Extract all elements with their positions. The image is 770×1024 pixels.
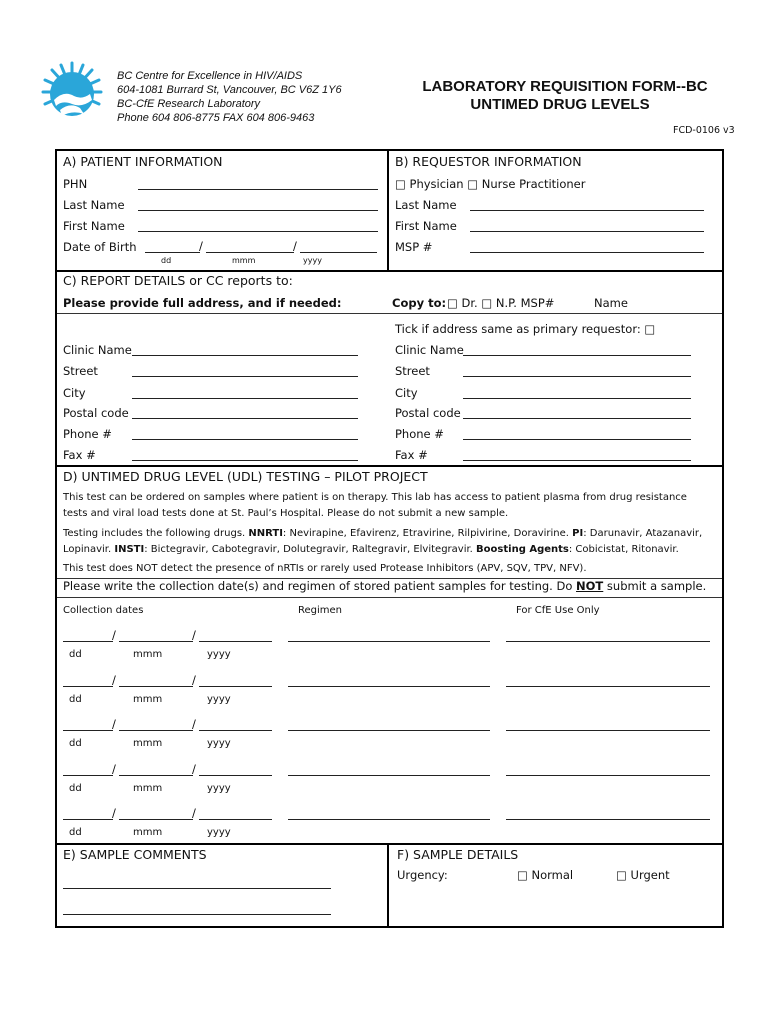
- date-slash: /: [112, 628, 116, 642]
- street-field[interactable]: [132, 376, 358, 377]
- section-e-heading: E) SAMPLE COMMENTS: [63, 847, 207, 862]
- cfe-use-field: [506, 686, 710, 687]
- requestor-first-name-label: First Name: [395, 219, 457, 233]
- udl-description-line1: This test can be ordered on samples where patient is on therapy. This lab has access to patient plasma from drug resistance: [63, 492, 687, 503]
- copy-to-label: Copy to:: [392, 296, 447, 310]
- urgency-urgent-checkbox[interactable]: □ Urgent: [616, 868, 670, 882]
- date-slash: /: [192, 628, 196, 642]
- phone-field[interactable]: [132, 439, 358, 440]
- cfe-use-field: [506, 730, 710, 731]
- divider-c-inner: [57, 313, 722, 314]
- cfe-use-field: [506, 641, 710, 642]
- sample-yyyy-hint: yyyy: [207, 694, 231, 705]
- dob-year-field[interactable]: [300, 252, 377, 253]
- date-slash: /: [112, 673, 116, 687]
- col-regimen: Regimen: [298, 605, 343, 616]
- msp-field[interactable]: [470, 252, 704, 253]
- col-collection-dates: Collection dates: [63, 605, 144, 616]
- sample-day-field[interactable]: [63, 775, 113, 776]
- sample-yyyy-hint: yyyy: [207, 827, 231, 838]
- address-instruction: Please provide full address, and if needed:: [63, 296, 342, 310]
- sample-year-field[interactable]: [199, 730, 272, 731]
- section-c-heading: C) REPORT DETAILS or CC reports to:: [63, 273, 293, 288]
- sample-day-field[interactable]: [63, 730, 113, 731]
- form-title-line2: UNTIMED DRUG LEVELS: [470, 96, 650, 113]
- date-slash: /: [112, 806, 116, 820]
- sample-mmm-hint: mmm: [133, 694, 163, 705]
- patient-last-name-label: Last Name: [63, 198, 125, 212]
- sample-year-field[interactable]: [199, 819, 272, 820]
- form-title-line1: LABORATORY REQUISITION FORM--BC: [422, 78, 708, 95]
- org-address: 604-1081 Burrard St, Vancouver, BC V6Z 1Y6: [117, 84, 342, 96]
- sample-mmm-hint: mmm: [133, 827, 163, 838]
- regimen-field[interactable]: [288, 686, 490, 687]
- section-a-heading: A) PATIENT INFORMATION: [63, 154, 223, 169]
- dob-dd-hint: dd: [161, 256, 172, 265]
- fax-field[interactable]: [132, 460, 358, 461]
- sample-comment-line-2[interactable]: [63, 914, 331, 915]
- postal-code-field[interactable]: [132, 418, 358, 419]
- date-slash: /: [192, 717, 196, 731]
- sample-day-field[interactable]: [63, 641, 113, 642]
- sample-year-field[interactable]: [199, 641, 272, 642]
- sample-month-field[interactable]: [119, 819, 193, 820]
- date-slash: /: [192, 762, 196, 776]
- city-field[interactable]: [132, 398, 358, 399]
- org-name: BC Centre for Excellence in HIV/AIDS: [117, 70, 303, 82]
- sample-year-field[interactable]: [199, 775, 272, 776]
- border-right: [722, 149, 724, 928]
- cc-postal-code-label: Postal code: [395, 406, 461, 420]
- requestor-first-name-field[interactable]: [470, 231, 704, 232]
- sample-month-field[interactable]: [119, 686, 193, 687]
- urgency-label: Urgency:: [397, 868, 448, 882]
- date-slash: /: [112, 717, 116, 731]
- copy-to-name-label: Name: [594, 296, 628, 310]
- sample-comment-line-1[interactable]: [63, 888, 331, 889]
- divider-ab: [387, 149, 389, 270]
- logo: [40, 60, 104, 124]
- sample-yyyy-hint: yyyy: [207, 783, 231, 794]
- sample-dd-hint: dd: [69, 694, 82, 705]
- clinic-name-label: Clinic Name: [63, 343, 132, 357]
- sample-dd-hint: dd: [69, 783, 82, 794]
- date-slash: /: [192, 673, 196, 687]
- collection-instruction: Please write the collection date(s) and regimen of stored patient samples for testing. Do NOT submit a sample.: [63, 579, 707, 593]
- cc-fax-label: Fax #: [395, 448, 428, 462]
- patient-last-name-field[interactable]: [138, 210, 378, 211]
- date-slash: /: [112, 762, 116, 776]
- fax-label: Fax #: [63, 448, 96, 462]
- dob-day-field[interactable]: [145, 252, 200, 253]
- divider-d-inner2: [57, 597, 722, 598]
- sample-mmm-hint: mmm: [133, 738, 163, 749]
- dob-label: Date of Birth: [63, 240, 137, 254]
- border-bottom: [55, 926, 724, 928]
- sample-dd-hint: dd: [69, 827, 82, 838]
- logo-sunburst-icon: [40, 60, 104, 124]
- date-slash: /: [192, 806, 196, 820]
- same-address-checkbox[interactable]: Tick if address same as primary requestor: □: [395, 322, 656, 336]
- sample-yyyy-hint: yyyy: [207, 649, 231, 660]
- sample-day-field[interactable]: [63, 686, 113, 687]
- border-left: [55, 149, 57, 928]
- clinic-name-field[interactable]: [132, 355, 358, 356]
- divider-d: [55, 465, 724, 467]
- sample-mmm-hint: mmm: [133, 649, 163, 660]
- cc-fax-field[interactable]: [463, 460, 691, 461]
- cc-phone-field[interactable]: [463, 439, 691, 440]
- cc-postal-code-field[interactable]: [463, 418, 691, 419]
- sample-month-field[interactable]: [119, 730, 193, 731]
- dob-yyyy-hint: yyyy: [303, 256, 322, 265]
- cfe-use-field: [506, 775, 710, 776]
- divider-ef: [387, 843, 389, 928]
- dob-slash: /: [199, 239, 203, 253]
- requestor-last-name-label: Last Name: [395, 198, 457, 212]
- exclusion-note: This test does NOT detect the presence of nRTIs or rarely used Protease Inhibitors (APV, SQV, TPV, NFV).: [63, 563, 587, 574]
- divider-c: [55, 270, 724, 272]
- postal-code-label: Postal code: [63, 406, 129, 420]
- regimen-field[interactable]: [288, 775, 490, 776]
- cfe-use-field: [506, 819, 710, 820]
- phn-field[interactable]: [138, 189, 378, 190]
- dob-slash: /: [293, 239, 297, 253]
- phone-label: Phone #: [63, 427, 112, 441]
- street-label: Street: [63, 364, 98, 378]
- requestor-last-name-field[interactable]: [470, 210, 704, 211]
- dob-mmm-hint: mmm: [232, 256, 256, 265]
- cc-clinic-name-field[interactable]: [463, 355, 691, 356]
- requestor-type-checkboxes[interactable]: □ Physician □ Nurse Practitioner: [395, 177, 586, 191]
- form-code: FCD-0106 v3: [673, 125, 735, 136]
- regimen-field[interactable]: [288, 819, 490, 820]
- sample-day-field[interactable]: [63, 819, 113, 820]
- sample-yyyy-hint: yyyy: [207, 738, 231, 749]
- lab-name: BC-CfE Research Laboratory: [117, 98, 261, 110]
- sample-month-field[interactable]: [119, 775, 193, 776]
- msp-label: MSP #: [395, 240, 433, 254]
- section-f-heading: F) SAMPLE DETAILS: [397, 847, 519, 862]
- patient-first-name-field[interactable]: [138, 231, 378, 232]
- sample-dd-hint: dd: [69, 649, 82, 660]
- divider-e: [55, 843, 724, 845]
- patient-first-name-label: First Name: [63, 219, 125, 233]
- cc-street-label: Street: [395, 364, 430, 378]
- cc-clinic-name-label: Clinic Name: [395, 343, 464, 357]
- section-d-heading: D) UNTIMED DRUG LEVEL (UDL) TESTING – PILOT PROJECT: [63, 469, 428, 484]
- cc-street-field[interactable]: [463, 376, 691, 377]
- sample-year-field[interactable]: [199, 686, 272, 687]
- sample-dd-hint: dd: [69, 738, 82, 749]
- copy-to-options[interactable]: □ Dr. □ N.P. MSP#: [447, 296, 555, 310]
- cc-city-field[interactable]: [463, 398, 691, 399]
- cc-city-label: City: [395, 386, 418, 400]
- regimen-field[interactable]: [288, 641, 490, 642]
- city-label: City: [63, 386, 86, 400]
- border-top: [55, 149, 724, 151]
- col-cfe-use: For CfE Use Only: [516, 605, 600, 616]
- sample-mmm-hint: mmm: [133, 783, 163, 794]
- sample-month-field[interactable]: [119, 641, 193, 642]
- cc-phone-label: Phone #: [395, 427, 444, 441]
- section-b-heading: B) REQUESTOR INFORMATION: [395, 154, 582, 169]
- dob-month-field[interactable]: [206, 252, 294, 253]
- contact-info: Phone 604 806-8775 FAX 604 806-9463: [117, 112, 315, 124]
- urgency-normal-checkbox[interactable]: □ Normal: [517, 868, 574, 882]
- udl-description-line2: tests and viral load tests done at St. Paul’s Hospital. Please do not submit a new sample.: [63, 508, 509, 519]
- drugs-line2: Lopinavir. INSTI: Bictegravir, Cabotegravir, Dolutegravir, Raltegravir, Elvitegravir. Boosting Agents: Cobicistat, Ritonavir.: [63, 544, 679, 555]
- phn-label: PHN: [63, 177, 88, 191]
- drugs-line1: Testing includes the following drugs. NNRTI: Nevirapine, Efavirenz, Etravirine, Rilpivirine, Doravirine. PI: Darunavir, Atazanavir,: [63, 528, 703, 539]
- regimen-field[interactable]: [288, 730, 490, 731]
